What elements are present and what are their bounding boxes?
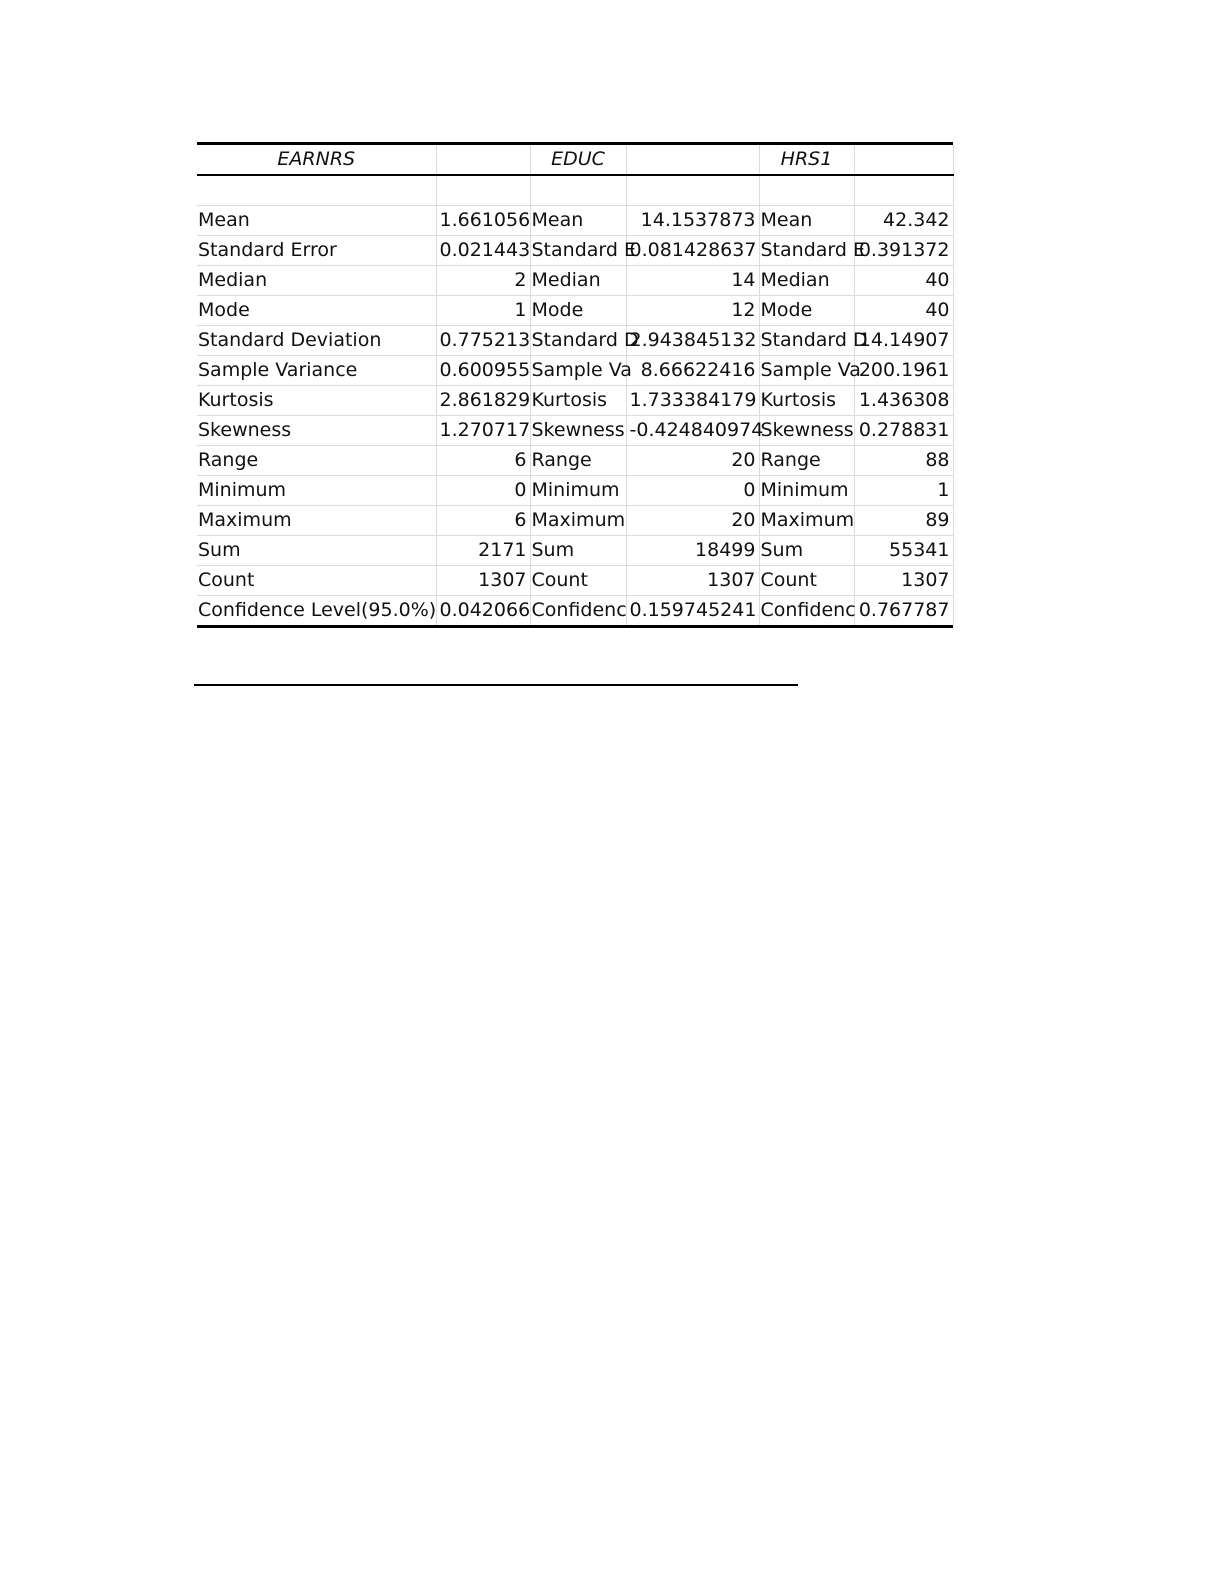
blank-row (197, 175, 953, 205)
stat-label: Confidenc (530, 595, 626, 625)
stat-value: 0 (626, 475, 759, 505)
table-row (197, 265, 953, 295)
stat-label: Minimum (197, 475, 436, 505)
stat-label: Median (197, 265, 436, 295)
stat-value: 0 (436, 475, 530, 505)
stat-value: 6 (436, 445, 530, 475)
stat-value: 18499 (626, 535, 759, 565)
stat-value: 2171 (436, 535, 530, 565)
table-row (197, 385, 953, 415)
stat-value: 14 (626, 265, 759, 295)
header-earnrs-values (436, 145, 530, 175)
stat-label: Confidence Level(95.0%) (197, 595, 436, 625)
header-earnrs: EARNRS (197, 145, 436, 175)
header-educ-values (626, 145, 759, 175)
stat-label: Mode (530, 295, 626, 325)
stat-label: Sum (197, 535, 436, 565)
stat-label: Maximum (530, 505, 626, 535)
stat-label: Maximum (759, 505, 854, 535)
horizontal-rule (194, 684, 798, 686)
stat-value: 0.159745241 (626, 595, 759, 625)
stat-value: -0.424840974 (626, 415, 759, 445)
stat-value: 1307 (854, 565, 953, 595)
stat-label: Maximum (197, 505, 436, 535)
table-row (197, 505, 953, 535)
stat-label: Range (530, 445, 626, 475)
stat-value: 14.14907 (854, 325, 953, 355)
stat-label: Standard Deviation (197, 325, 436, 355)
stat-label: Kurtosis (530, 385, 626, 415)
table-row (197, 415, 953, 445)
stat-value: 1307 (626, 565, 759, 595)
table-cell (197, 175, 436, 205)
table-cell (626, 175, 759, 205)
table-cell (436, 175, 530, 205)
stat-value: 2.943845132 (626, 325, 759, 355)
stat-label: Mode (197, 295, 436, 325)
stat-value: 42.342 (854, 205, 953, 235)
stat-value: 1307 (436, 565, 530, 595)
stat-value: 0.042066 (436, 595, 530, 625)
table-row (197, 535, 953, 565)
stat-label: Minimum (530, 475, 626, 505)
stat-value: 1.436308 (854, 385, 953, 415)
stat-value: 1.661056 (436, 205, 530, 235)
header-hrs1: HRS1 (759, 145, 854, 175)
stat-value: 55341 (854, 535, 953, 565)
stat-label: Standard D (530, 325, 626, 355)
stats-body (197, 175, 953, 625)
stat-value: 0.767787 (854, 595, 953, 625)
stat-label: Count (197, 565, 436, 595)
stat-label: Minimum (759, 475, 854, 505)
stat-value: 1.270717 (436, 415, 530, 445)
stat-label: Median (759, 265, 854, 295)
stat-value: 0.278831 (854, 415, 953, 445)
stat-value: 1.733384179 (626, 385, 759, 415)
stat-value: 0.600955 (436, 355, 530, 385)
stat-value: 89 (854, 505, 953, 535)
stat-label: Mode (759, 295, 854, 325)
stat-label: Range (759, 445, 854, 475)
stat-label: Kurtosis (197, 385, 436, 415)
stat-value: 8.66622416 (626, 355, 759, 385)
stat-label: Count (530, 565, 626, 595)
stat-value: 0.391372 (854, 235, 953, 265)
table-row (197, 205, 953, 235)
header-row (197, 145, 953, 175)
stat-label: Standard E (759, 235, 854, 265)
table-cell (759, 175, 854, 205)
stat-label: Standard Error (197, 235, 436, 265)
stat-value: 2.861829 (436, 385, 530, 415)
table-row (197, 565, 953, 595)
stat-label: Sample Variance (197, 355, 436, 385)
stat-value: 0.021443 (436, 235, 530, 265)
stat-label: Confidenc (759, 595, 854, 625)
stat-label: Median (530, 265, 626, 295)
stat-value: 6 (436, 505, 530, 535)
stat-label: Skewness (197, 415, 436, 445)
stat-value: 1 (436, 295, 530, 325)
stat-label: Mean (530, 205, 626, 235)
stat-label: Standard E (530, 235, 626, 265)
stat-value: 40 (854, 265, 953, 295)
table-row (197, 595, 953, 625)
table-row (197, 445, 953, 475)
stat-value: 2 (436, 265, 530, 295)
stat-value: 0.081428637 (626, 235, 759, 265)
stat-label: Range (197, 445, 436, 475)
stat-value: 0.775213 (436, 325, 530, 355)
table-row (197, 235, 953, 265)
stat-value: 200.1961 (854, 355, 953, 385)
stat-value: 14.1537873 (626, 205, 759, 235)
descriptive-statistics-table (197, 142, 953, 628)
stat-label: Mean (759, 205, 854, 235)
stat-label: Count (759, 565, 854, 595)
stat-value: 1 (854, 475, 953, 505)
header-educ: EDUC (530, 145, 626, 175)
stat-value: 40 (854, 295, 953, 325)
stats-grid (197, 145, 954, 625)
header-hrs1-values (854, 145, 953, 175)
stat-value: 20 (626, 505, 759, 535)
stat-label: Kurtosis (759, 385, 854, 415)
stat-label: Sum (530, 535, 626, 565)
stat-label: Skewness (530, 415, 626, 445)
stat-label: Skewness (759, 415, 854, 445)
stat-value: 20 (626, 445, 759, 475)
stat-label: Sum (759, 535, 854, 565)
table-row (197, 295, 953, 325)
stat-label: Sample Va (530, 355, 626, 385)
stat-label: Standard D (759, 325, 854, 355)
table-cell (530, 175, 626, 205)
stat-value: 88 (854, 445, 953, 475)
table-cell (854, 175, 953, 205)
table-row (197, 475, 953, 505)
stat-label: Mean (197, 205, 436, 235)
stat-value: 12 (626, 295, 759, 325)
stat-label: Sample Va (759, 355, 854, 385)
table-row (197, 355, 953, 385)
table-row (197, 325, 953, 355)
